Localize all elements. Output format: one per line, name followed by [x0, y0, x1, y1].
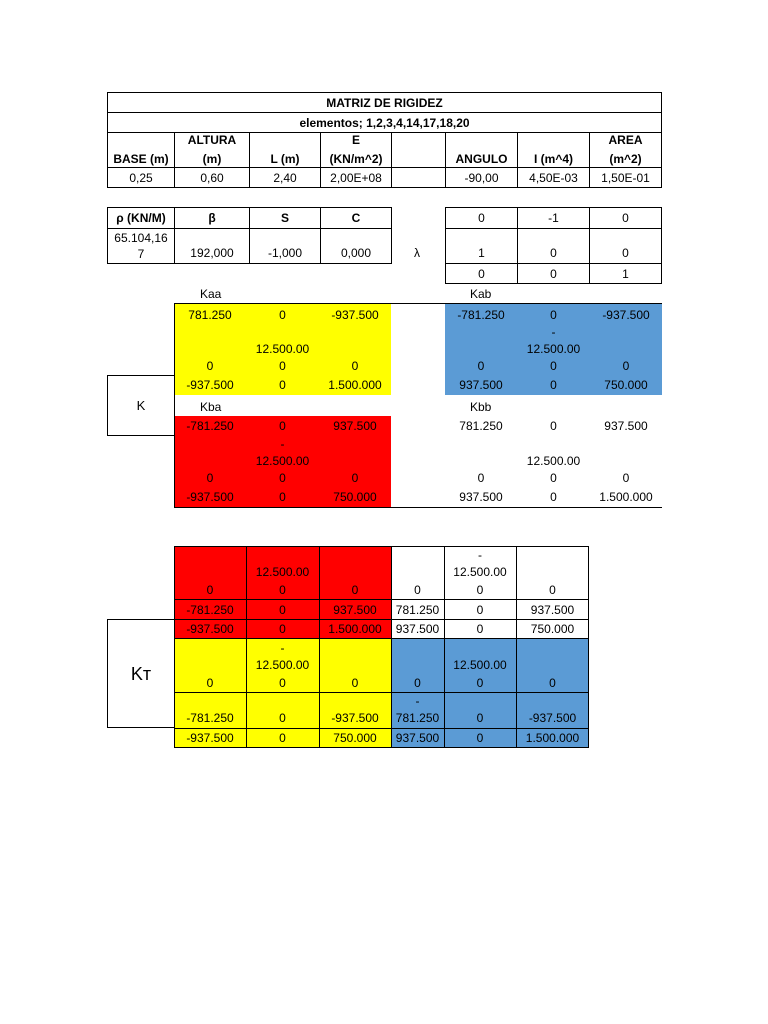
param-header-c: C: [320, 207, 392, 229]
matrix-cell: 0: [477, 471, 485, 485]
matrix-cell: 750.000: [530, 622, 575, 636]
matrix-cell: -937.500: [186, 622, 234, 636]
col-empty: [391, 132, 446, 168]
matrix-cell: 0: [414, 676, 421, 690]
col-angulo: ANGULO: [445, 132, 518, 168]
matrix-cell: 0: [622, 359, 630, 373]
col-altura: ALTURA (m): [174, 132, 250, 168]
kba-matrix: [174, 416, 391, 507]
lambda-cell: -1: [517, 207, 590, 229]
k-left-line: [174, 303, 175, 508]
value-altura: 0,60: [174, 167, 250, 188]
kt-row-5: [174, 729, 589, 747]
matrix-cell: 937.500: [395, 622, 440, 636]
matrix-cell: -937.500: [528, 711, 577, 725]
value-angulo: -90,00: [445, 167, 518, 188]
matrix-cell: 0: [476, 583, 484, 597]
matrix-cell: [516, 694, 589, 708]
matrix-cell: -: [280, 641, 285, 655]
lambda-cell: 0: [517, 263, 590, 284]
matrix-cell: 0: [351, 471, 359, 485]
kab-matrix: [445, 304, 662, 395]
kbb-matrix: [445, 416, 662, 507]
matrix-cell: 0: [550, 490, 557, 504]
matrix-cell: 0: [476, 602, 484, 617]
matrix-cell: -: [415, 694, 420, 708]
matrix-cell: 0: [550, 419, 557, 433]
col-inertia: I (m^4): [517, 132, 590, 168]
matrix-cell: 0: [351, 676, 359, 690]
matrix-cell: [444, 694, 516, 708]
matrix-cell: 0: [414, 583, 421, 597]
k-label: K: [107, 375, 175, 436]
matrix-cell: 0: [476, 676, 484, 690]
kaa-label: Kaa: [200, 287, 222, 301]
matrix-cell: 1.500.000: [328, 622, 382, 636]
matrix-cell: 12.500.00: [453, 658, 507, 672]
table-title: MATRIZ DE RIGIDEZ: [107, 92, 662, 113]
matrix-cell: [391, 563, 444, 581]
matrix-cell: -937.500: [186, 490, 234, 504]
matrix-cell: -937.500: [331, 711, 379, 725]
matrix-cell: 0: [476, 731, 484, 745]
matrix-cell: 0: [279, 419, 286, 433]
matrix-cell: 0: [622, 471, 630, 485]
matrix-cell: 937.500: [604, 419, 648, 433]
kt-row-3: [174, 639, 589, 692]
kaa-matrix: [174, 304, 391, 395]
matrix-cell: [516, 563, 589, 581]
kt-row-1: [174, 600, 589, 619]
lambda-label: λ: [414, 246, 420, 260]
matrix-cell: -937.500: [186, 378, 234, 392]
table-subtitle: elementos; 1,2,3,4,14,17,18,20: [107, 112, 662, 133]
matrix-cell: 12.500.00: [255, 565, 310, 579]
matrix-cell: 0: [476, 711, 484, 725]
matrix-cell: 1.500.000: [525, 731, 580, 745]
matrix-cell: [319, 641, 391, 655]
matrix-cell: 0: [279, 731, 286, 745]
matrix-cell: [391, 656, 444, 674]
matrix-cell: 781.250: [395, 711, 440, 725]
param-header-rho: ρ (KN/M): [107, 207, 175, 229]
matrix-cell: 937.500: [333, 602, 377, 617]
k-bottom-line: [174, 507, 662, 508]
lambda-cell: 0: [445, 263, 518, 284]
matrix-cell: 12.500.00: [453, 565, 507, 579]
value-empty: [391, 167, 446, 188]
matrix-cell: -: [551, 325, 556, 339]
matrix-cell: [246, 694, 319, 708]
matrix-cell: 12.500.00: [526, 342, 581, 356]
matrix-cell: 0: [550, 308, 557, 322]
param-rho-value: 65.104,16 7: [107, 228, 175, 264]
matrix-cell: 1.500.000: [328, 378, 382, 392]
col-e: E (KN/m^2): [320, 132, 392, 168]
matrix-cell: 0: [550, 359, 557, 373]
matrix-cell: 0: [279, 602, 286, 617]
matrix-cell: 12.500.00: [255, 342, 310, 356]
matrix-cell: 12.500.00: [255, 658, 310, 672]
matrix-cell: -: [478, 548, 482, 562]
param-c-value: 0,000: [320, 228, 392, 264]
matrix-cell: 0: [279, 308, 286, 322]
value-area: 1,50E-01: [589, 167, 662, 188]
lambda-matrix: [445, 207, 662, 284]
kt-row-0: [174, 546, 589, 599]
matrix-cell: -937.500: [186, 731, 234, 745]
kab-label: Kab: [470, 287, 492, 301]
matrix-cell: 0: [351, 583, 359, 597]
matrix-cell: -781.250: [457, 308, 505, 322]
matrix-cell: 0: [549, 583, 556, 597]
matrix-cell: -937.500: [331, 308, 379, 322]
matrix-cell: 781.250: [459, 419, 503, 433]
matrix-cell: 781.250: [188, 308, 232, 322]
matrix-cell: [516, 656, 589, 674]
value-base: 0,25: [107, 167, 175, 188]
lambda-cell: 0: [589, 207, 662, 229]
matrix-cell: 0: [279, 711, 286, 725]
matrix-cell: 0: [351, 359, 359, 373]
matrix-cell: 937.500: [459, 378, 503, 392]
value-e: 2,00E+08: [320, 167, 392, 188]
header-table: [107, 92, 662, 188]
matrix-cell: 0: [206, 676, 214, 690]
matrix-cell: 0: [476, 622, 484, 636]
matrix-cell: 0: [477, 359, 485, 373]
matrix-cell: [319, 548, 391, 562]
matrix-cell: 937.500: [459, 490, 503, 504]
value-inertia: 4,50E-03: [517, 167, 590, 188]
lambda-cell: 1: [589, 263, 662, 284]
matrix-cell: [319, 563, 391, 581]
matrix-cell: 0: [206, 583, 214, 597]
param-s-value: -1,000: [249, 228, 321, 264]
matrix-cell: 0: [279, 359, 286, 373]
matrix-cell: 12.500.00: [526, 454, 581, 468]
matrix-cell: 1.500.000: [599, 490, 653, 504]
matrix-cell: [516, 548, 589, 562]
matrix-cell: [174, 563, 246, 581]
matrix-cell: [246, 548, 319, 562]
matrix-cell: 0: [279, 583, 286, 597]
param-header-beta: β: [174, 207, 250, 229]
matrix-cell: [319, 694, 391, 708]
matrix-cell: 0: [279, 676, 286, 690]
value-l: 2,40: [249, 167, 321, 188]
matrix-cell: -781.250: [186, 711, 234, 725]
matrix-cell: [517, 437, 590, 451]
matrix-cell: [174, 548, 246, 562]
col-base: BASE (m): [107, 132, 175, 168]
kt-row-4: [174, 693, 589, 728]
matrix-cell: [516, 641, 589, 655]
param-beta-value: 192,000: [174, 228, 250, 264]
kbb-label: Kbb: [470, 400, 492, 414]
matrix-cell: -781.250: [186, 602, 234, 617]
params-table: [107, 207, 392, 264]
matrix-cell: 750.000: [604, 378, 648, 392]
matrix-cell: 937.500: [395, 731, 440, 745]
kba-label: Kba: [200, 400, 222, 414]
matrix-cell: -937.500: [602, 308, 650, 322]
matrix-cell: 0: [279, 378, 286, 392]
matrix-cell: [444, 641, 516, 655]
kt-label: Kт: [107, 619, 175, 728]
lambda-cell: 0: [517, 228, 590, 264]
lambda-cell: 1: [445, 228, 518, 264]
matrix-cell: 0: [206, 359, 214, 373]
matrix-cell: 781.250: [395, 602, 440, 617]
matrix-cell: [174, 656, 246, 674]
matrix-cell: 0: [550, 378, 557, 392]
col-l: L (m): [249, 132, 321, 168]
matrix-cell: [246, 325, 319, 339]
col-area: AREA (m^2): [589, 132, 662, 168]
matrix-cell: [391, 548, 444, 562]
matrix-cell: 0: [279, 622, 286, 636]
matrix-cell: 937.500: [530, 602, 575, 617]
matrix-cell: 750.000: [333, 490, 377, 504]
matrix-cell: 0: [549, 676, 556, 690]
lambda-cell: 0: [445, 207, 518, 229]
matrix-cell: 0: [206, 471, 214, 485]
kt-grid-line: [174, 747, 589, 748]
matrix-cell: [391, 641, 444, 655]
kt-row-2: [174, 620, 589, 638]
lambda-cell: 0: [589, 228, 662, 264]
matrix-cell: [174, 694, 246, 708]
matrix-cell: 0: [279, 471, 286, 485]
matrix-cell: -781.250: [186, 419, 234, 433]
matrix-cell: 750.000: [333, 731, 377, 745]
matrix-cell: 12.500.00: [255, 454, 310, 468]
matrix-cell: [319, 656, 391, 674]
matrix-cell: 0: [550, 471, 557, 485]
matrix-cell: 0: [279, 490, 286, 504]
matrix-cell: [174, 641, 246, 655]
matrix-cell: -: [280, 437, 285, 451]
k-top-line: [174, 303, 662, 304]
matrix-cell: 937.500: [333, 419, 377, 433]
param-header-s: S: [249, 207, 321, 229]
